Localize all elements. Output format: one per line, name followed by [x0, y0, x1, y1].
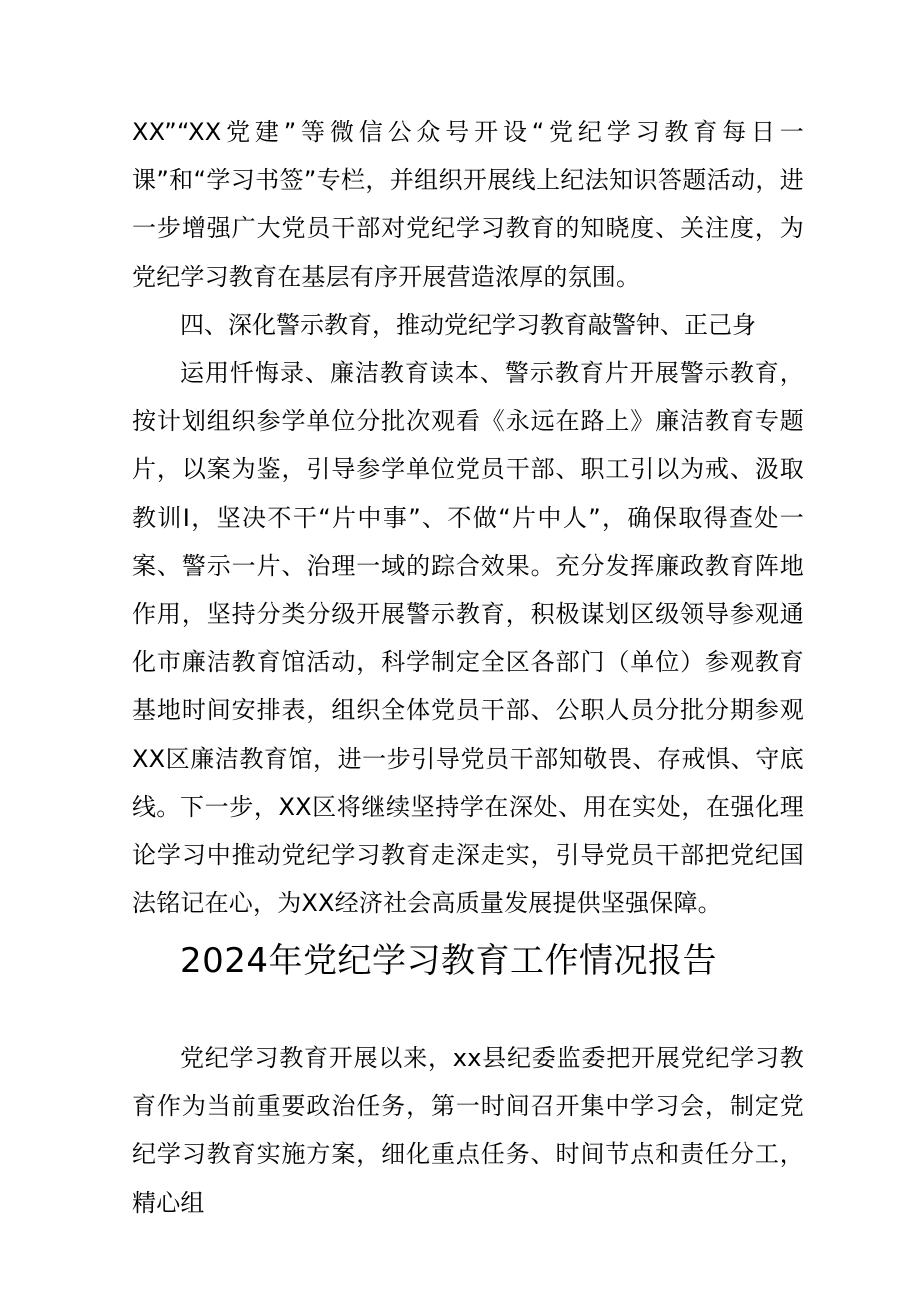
paragraph-warning-education: 运用忏悔录、廉洁教育读本、警示教育片开展警示教育，按计划组织参学单位分批次观看《永远在路上》廉洁教育专题片，以案为鉴，引导参学单位党员干部、职工引以为戒、汲取教训I，坚决不干“片中事”、不做“片中人”，确保取得查处一案、警示一片、治理一域的踪合效果。充分发挥廉政教育阵地作用，坚持分类分级开展警示教育，积极谋划区级领导参观通化市廉洁教育馆活动，科学制定全区各部门（单位）参观教育基地时间安排表，组织全体党员干部、公职人员分批分期参观XX区廉洁教育馆，进一步引导党员干部知敬畏、存戒惧、守底线。: [132, 359, 804, 821]
paragraph-next-steps: 下一步，XX区将继续坚持学在深处、用在实处，在强化理论学习中推动党纪学习教育走深走实，引导党员干部把党纪国法铭记在心，为XX经济社会高质量发展提供坚强保障。: [132, 793, 804, 918]
paragraph-wechat-columns: XX”“XX党建”等微信公众号开设“党纪学习教育每日一课”和“学习书签”专栏，并组织开展线上纪法知识答题活动，进一步增强广大党员干部对党纪学习教育的知晓度、关注度，为党纪学习教育在基层有序开展营造浓厚的氛围。: [132, 118, 804, 291]
section-heading-warning-education: 四、深化警示教育，推动党纪学习教育敲警钟、正己身: [180, 311, 756, 339]
paragraph-report-intro: 党纪学习教育开展以来，xx县纪委监委把开展党纪学习教育作为当前重要政治任务，第一时间召开集中学习会，制定党纪学习教育实施方案，细化重点任务、时间节点和责任分工，精心组: [132, 1044, 804, 1217]
report-title: 2024年党纪学习教育工作情况报告: [180, 941, 718, 981]
